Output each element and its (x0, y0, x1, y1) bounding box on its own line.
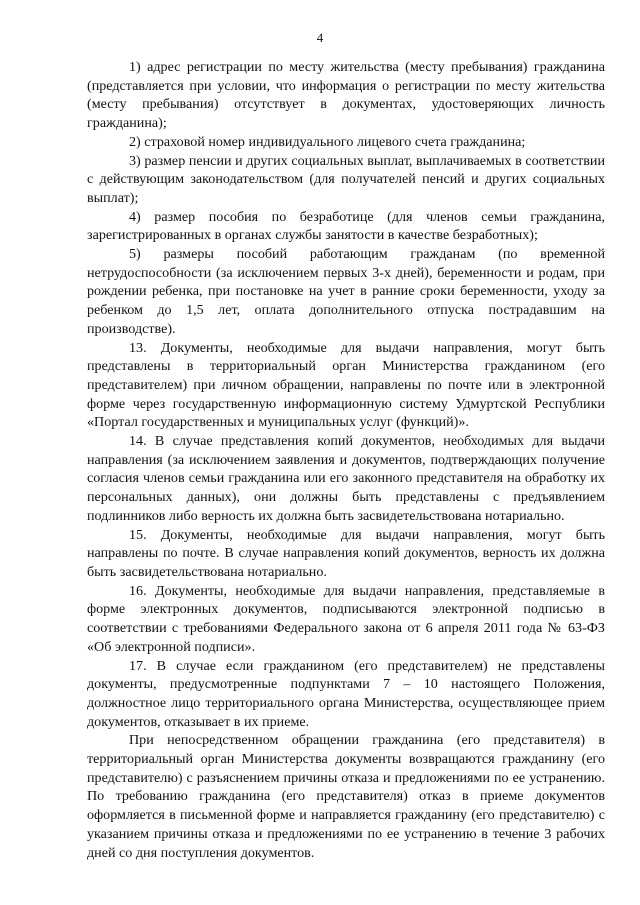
list-item-unemployment: 4) размер пособия по безработице (для членов семьи гражданина, зарегистрированных в органах службы занятости в качестве безработных); (87, 208, 605, 244)
paragraph-15: 15. Документы, необходимые для выдачи направления, могут быть направлены по почте. В случае направления копий документов, верность их должна быть засвидетельствована нотариально. (87, 526, 605, 580)
list-item-snils: 2) страховой номер индивидуального лицевого счета гражданина; (129, 133, 526, 150)
document-body (87, 58, 605, 862)
list-item-benefits: 5) размеры пособий работающим гражданам (по временной нетрудоспособности (за исключением первых 3-х дней), беременности и родам, при рождении ребенка, при постановке на учет в ранние сроки беременности, уходу за ребенком до 1,5 лет, оплата дополнительного отпуска пострадавшим на производстве). (87, 246, 605, 337)
paragraph-16: 16. Документы, необходимые для выдачи направления, представляемые в форме электронных документов, подписываются электронной подписью в соответствии с требованиями Федерального закона от 6 апреля 2011 года № 63-ФЗ «Об электронной подписи». (87, 582, 605, 655)
paragraph-17-continuation: При непосредственном обращении гражданина (его представителя) в территориальный орган Министерства документы возвращаются гражданину (его представителю) с разъяснением причины отказа и предложениями по ее устранению. По требованию гражданина (его представителя) отказ в приеме документов оформляется в письменной форме и направляется гражданину (его представителю) с указанием причины отказа и предложениями по ее устранению в течение 3 рабочих дней со дня поступления документов. (87, 732, 605, 861)
paragraph-17: 17. В случае если гражданином (его представителем) не представлены документы, предусмотренные подпунктами 7 – 10 настоящего Положения, должностное лицо территориального органа Министерства, осуществляющее прием документов, отказывает в их приеме. (87, 657, 605, 730)
list-item-address: 1) адрес регистрации по месту жительства (месту пребывания) гражданина (представляется при условии, что информация о регистрации по месту жительства (месту пребывания) отсутствует в документах, удостоверяющих личность гражданина); (87, 59, 605, 132)
paragraph-13: 13. Документы, необходимые для выдачи направления, могут быть представлены в территориальный орган Министерства гражданином (его представителем) при личном обращении, направлены по почте или в электронной форме через государственную информационную систему Удмуртской Республики «Портал государственных и муниципальных услуг (функций)». (87, 339, 605, 431)
list-item-pension: 3) размер пенсии и других социальных выплат, выплачиваемых в соответствии с действующим законодательством (для получателей пенсий и других социальных выплат); (87, 152, 605, 206)
paragraph-14: 14. В случае представления копий документов, необходимых для выдачи направления (за исключением заявления и документов, подтверждающих получение согласия членов семьи гражданина или его законного представителя на обработку их персональных данных), они должны быть представлены с предъявлением подлинников либо верность их должна быть засвидетельствована нотариально. (87, 433, 605, 524)
page-number: 4 (316, 30, 324, 45)
